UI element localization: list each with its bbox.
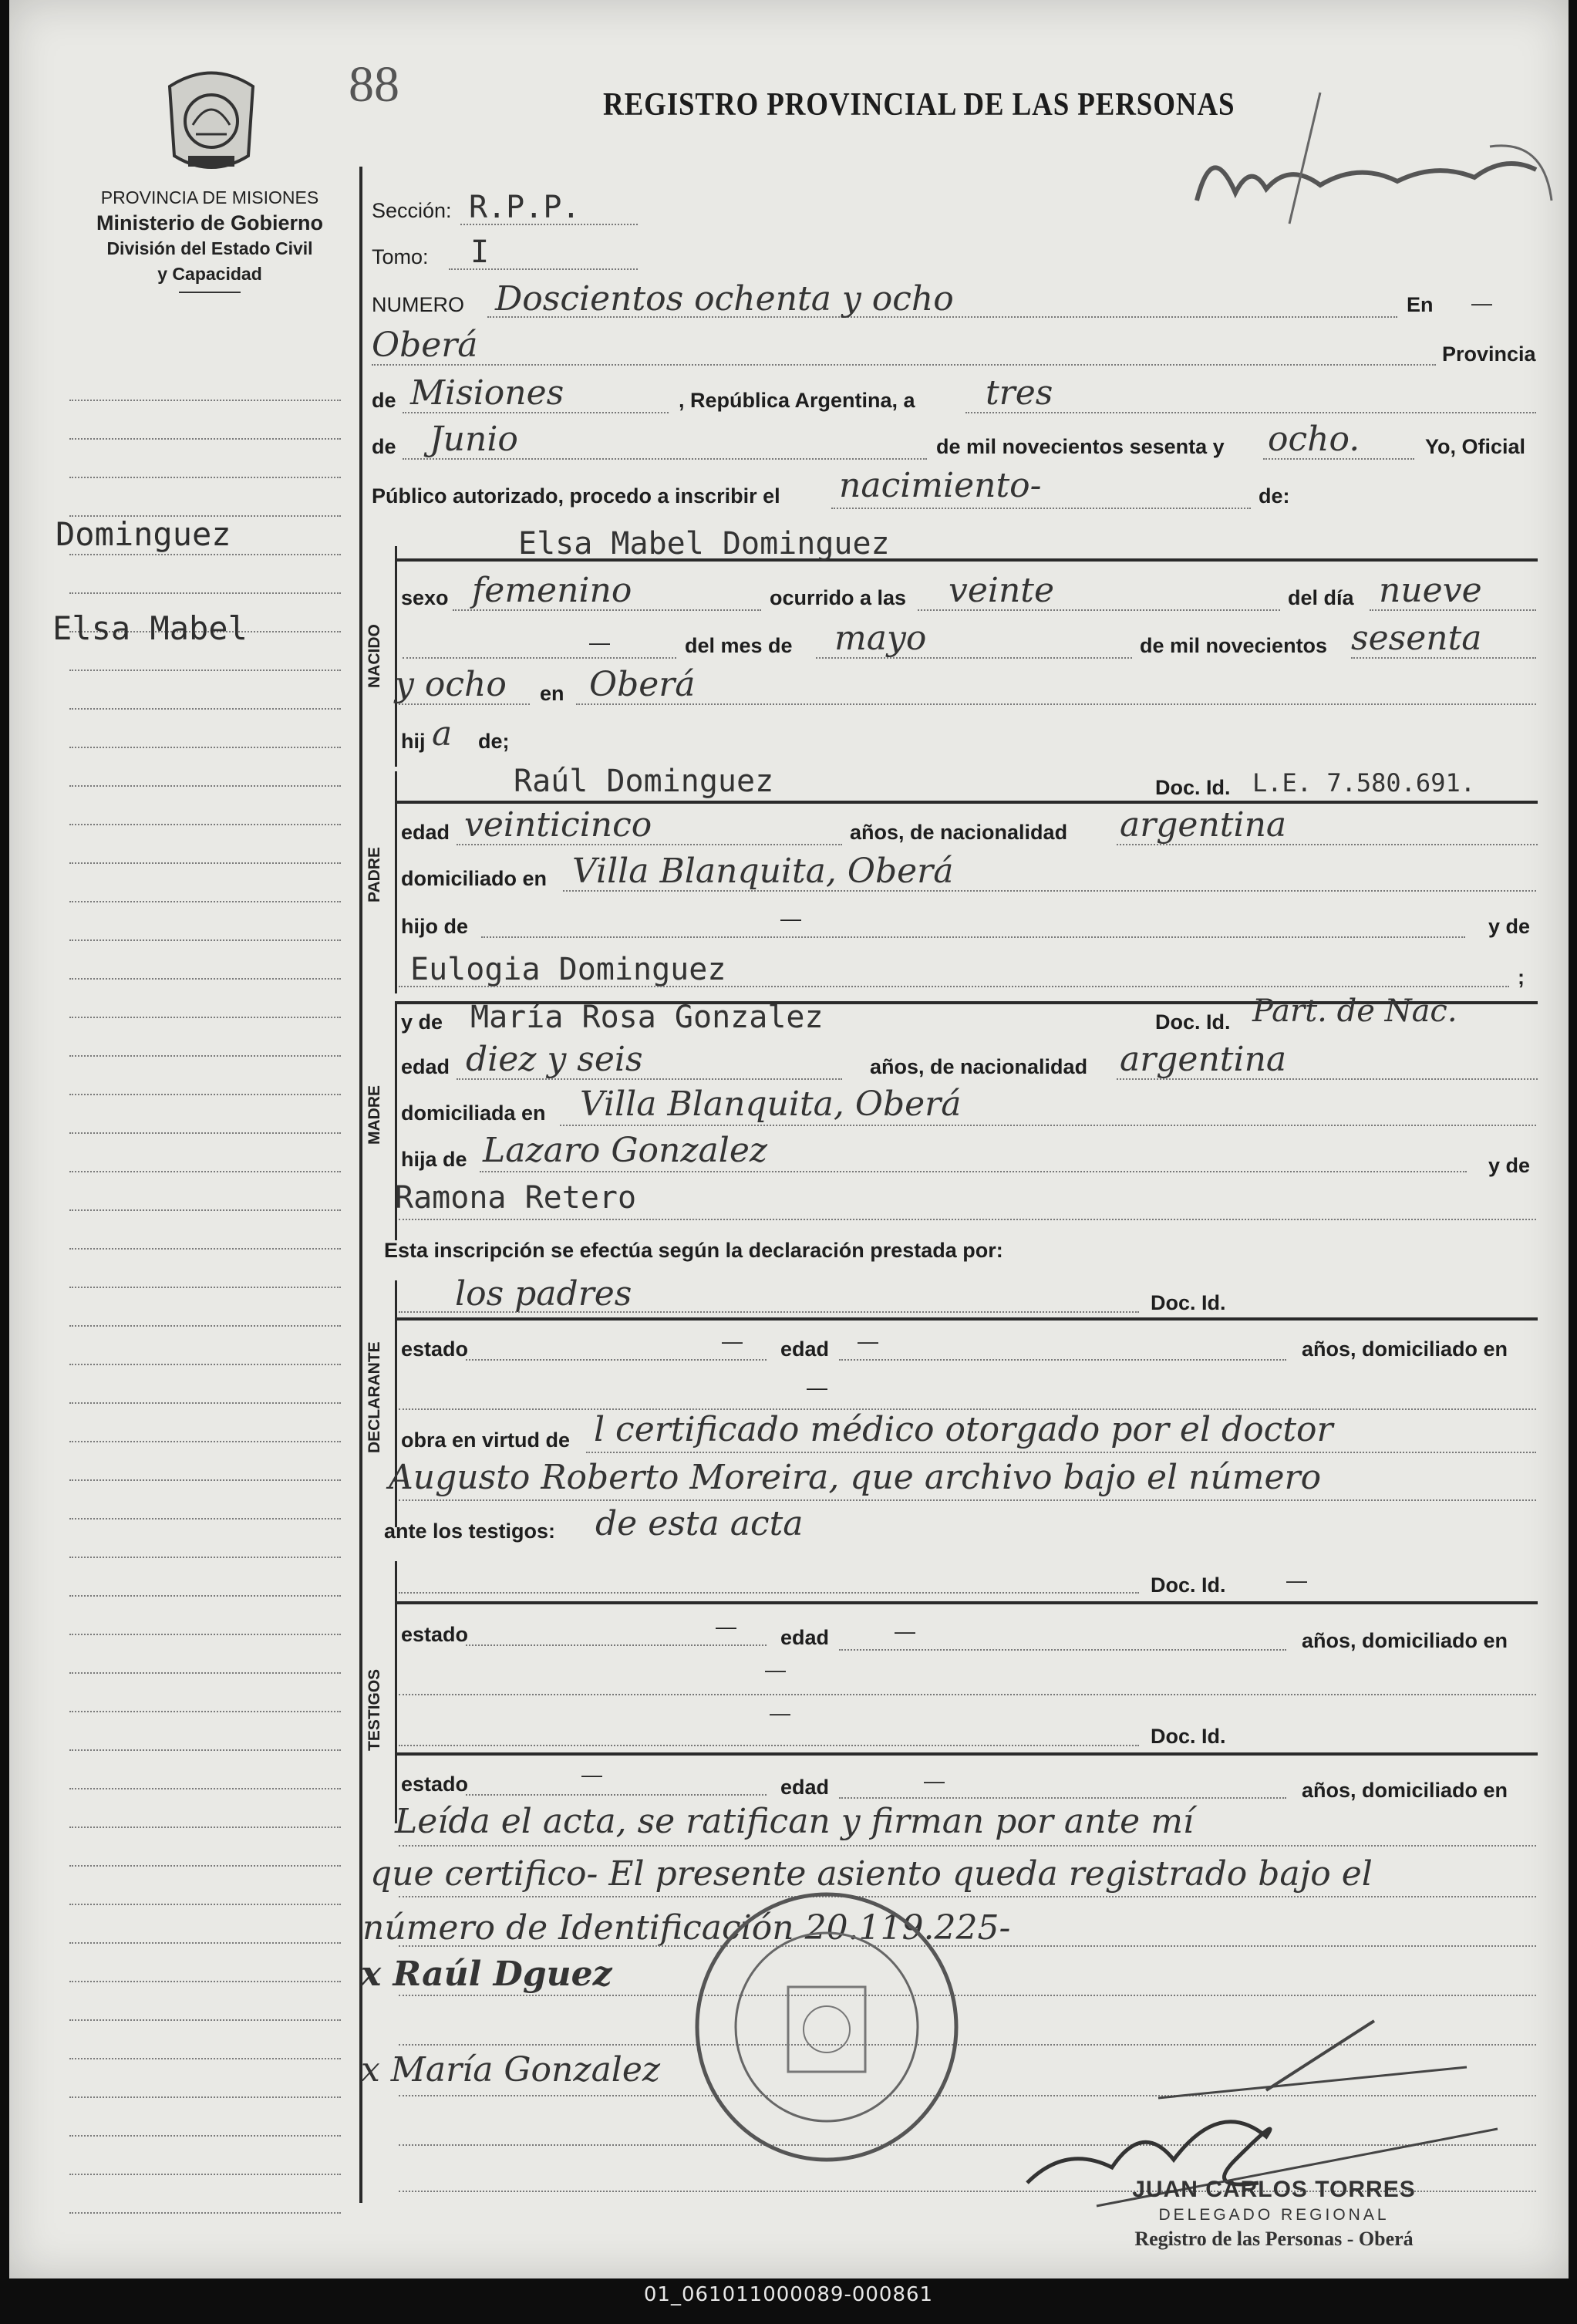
declarante-edad-line xyxy=(839,1359,1286,1361)
en-value: — xyxy=(1471,292,1492,315)
semicolon: ; xyxy=(1518,966,1525,989)
padre-bracket xyxy=(395,771,397,993)
declarante-line xyxy=(399,1311,1139,1313)
madre-docid-label: Doc. Id. xyxy=(1155,1010,1231,1034)
testigo1-estado-label: estado xyxy=(401,1623,469,1646)
file-id: 01_061011000089-000861 xyxy=(643,2283,934,2306)
obra-line-1 xyxy=(586,1452,1536,1453)
testigo2-docid-label: Doc. Id. xyxy=(1151,1725,1226,1748)
cierre-dots-1 xyxy=(399,1845,1536,1847)
padre-hijode-label: hijo de xyxy=(401,915,468,938)
testigo2-edad-label: edad xyxy=(780,1776,830,1799)
anio-nac-value-2: y ocho xyxy=(395,665,507,704)
madre-hijade-line xyxy=(480,1171,1467,1172)
testigo2-dash: — xyxy=(770,1702,790,1725)
madre-dom-value: Villa Blanquita, Oberá xyxy=(580,1084,962,1124)
declarante-estado-line xyxy=(466,1359,767,1361)
madre-yde-label: y de xyxy=(401,1010,443,1034)
madre-edad-value: diez y seis xyxy=(466,1040,643,1079)
cierre-line-2: que certifico- El presente asiento queda registrado bajo el xyxy=(370,1854,1373,1894)
deldia-label: del día xyxy=(1288,586,1354,609)
registry-stamp-icon xyxy=(688,1888,965,2166)
nacido-bracket xyxy=(395,546,397,767)
padre-domiciliado-label: domiciliado en xyxy=(401,867,548,890)
padre-yde-label: y de xyxy=(1488,915,1531,938)
abuela-paterna: Eulogia Dominguez xyxy=(410,952,726,987)
madre-hijade-label: hija de xyxy=(401,1148,467,1171)
obra-value-1: l certificado médico otorgado por el doctor xyxy=(594,1410,1333,1449)
side-label-padre: PADRE xyxy=(366,847,383,902)
declarante-dom-dash: — xyxy=(807,1376,827,1399)
testigo2-edad-dash: — xyxy=(924,1769,945,1793)
seccion-label: Sección: xyxy=(372,199,452,222)
lugar-nac-value: Oberá xyxy=(589,665,696,704)
testigo2-anios-label: años, domiciliado en xyxy=(1302,1779,1508,1802)
provincia-label: Provincia xyxy=(1442,342,1536,366)
declarante-edad-dash: — xyxy=(858,1330,878,1353)
madre-domiciliada-label: domiciliada en xyxy=(401,1101,546,1125)
declarante-value: los padres xyxy=(455,1274,632,1314)
margin-divider xyxy=(359,167,362,2203)
hija-label-2: de; xyxy=(478,730,510,753)
margin-note-surname: Dominguez xyxy=(56,515,231,553)
madre-edad-label: edad xyxy=(401,1055,450,1078)
abuela-mat-line xyxy=(399,1219,1536,1220)
cierre-dots-4 xyxy=(399,1995,1536,1996)
testigo1-edad-line xyxy=(839,1649,1286,1651)
testigo1-edad-dash: — xyxy=(895,1620,915,1643)
registrar-name: JUAN CARLOS TORRES xyxy=(1132,2177,1416,2202)
acto-line xyxy=(831,508,1251,509)
cierre-line-3: número de Identificación 20.119.225- xyxy=(362,1908,1011,1948)
publico-label: Público autorizado, procedo a inscribir el xyxy=(372,484,780,508)
lugar-nac-line xyxy=(576,703,1536,705)
firma-padre: x Raúl Dguez xyxy=(361,1955,612,1994)
cierre-line-1: Leída el acta, se ratifican y firman por ante mí xyxy=(395,1802,1194,1841)
testigo2-bar xyxy=(395,1752,1538,1756)
declarante-estado-dash: — xyxy=(722,1330,743,1353)
ministry-rule xyxy=(179,292,241,293)
de-label: de xyxy=(372,389,396,412)
padre-docid-label: Doc. Id. xyxy=(1155,776,1231,799)
anio-nac-value: sesenta xyxy=(1351,619,1482,658)
madre-doc-value: Part. de Nac. xyxy=(1252,993,1457,1029)
oficial-label: Yo, Oficial xyxy=(1425,435,1526,458)
page-number: 88 xyxy=(349,56,399,113)
hija-value: a xyxy=(432,714,453,754)
registrar-footer xyxy=(1081,2177,1467,2251)
testigo2-estado-label: estado xyxy=(401,1773,469,1796)
ministry-line-2: Ministerio de Gobierno xyxy=(96,211,324,234)
anio-nac-line-2 xyxy=(399,703,530,705)
dia-nac-value: nueve xyxy=(1379,571,1482,610)
testigo1-estado-dash: — xyxy=(716,1615,736,1638)
declarante-docid-label: Doc. Id. xyxy=(1151,1291,1226,1314)
abuelo-materno: Lazaro Gonzalez xyxy=(483,1131,768,1170)
cierre-dots-2 xyxy=(399,1896,1536,1897)
testigo1-doc-dash: — xyxy=(1286,1569,1307,1592)
padre-bar xyxy=(395,801,1538,804)
madre-dom-line xyxy=(560,1125,1536,1126)
provincia-value: Misiones xyxy=(410,373,564,413)
abuela-materna: Ramona Retero xyxy=(395,1180,637,1216)
hora-value: veinte xyxy=(949,571,1055,610)
ante-label: ante los testigos: xyxy=(384,1520,556,1543)
declarante-edad-label: edad xyxy=(780,1337,830,1361)
de-label-2: de xyxy=(372,435,396,458)
hija-label: hij xyxy=(401,730,426,753)
padre-nombre: Raúl Dominguez xyxy=(514,764,774,799)
padre-nac-value: argentina xyxy=(1120,805,1287,845)
padre-hijode-line xyxy=(481,936,1465,938)
ante-value: de esta acta xyxy=(595,1504,804,1543)
testigo2-estado-line xyxy=(466,1794,767,1796)
delmes-label: del mes de xyxy=(685,634,793,657)
ministry-line-1: PROVINCIA DE MISIONES xyxy=(100,187,319,207)
padre-edad-value: veinticinco xyxy=(464,805,652,845)
numero-value: Doscientos ochenta y ocho xyxy=(495,279,954,319)
madre-nombre: María Rosa Gonzalez xyxy=(470,1000,824,1035)
mes-value: Junio xyxy=(430,420,518,459)
ministry-line-3: División del Estado Civil xyxy=(106,238,313,258)
padre-doc-value: L.E. 7.580.691. xyxy=(1252,768,1475,798)
tomo-label: Tomo: xyxy=(372,245,429,268)
seccion-value: R.P.P. xyxy=(469,190,581,225)
side-label-declarante: DECLARANTE xyxy=(366,1341,383,1453)
nombre-value: Elsa Mabel Dominguez xyxy=(518,526,890,562)
dia-value: tres xyxy=(986,373,1053,413)
declarante-estado-label: estado xyxy=(401,1337,469,1361)
anio-label: de mil novecientos sesenta y xyxy=(936,435,1225,458)
de-colon-label: de: xyxy=(1259,484,1290,508)
tomo-value: I xyxy=(470,234,490,270)
en-label: En xyxy=(1407,293,1434,316)
testigo1-docid-label: Doc. Id. xyxy=(1151,1574,1226,1597)
document-sheet xyxy=(9,0,1569,2278)
testigo2-edad-line xyxy=(839,1797,1286,1799)
madre-yde-label-2: y de xyxy=(1488,1154,1531,1177)
margin-note-given-names: Elsa Mabel xyxy=(52,609,248,647)
padre-nacionalidad-label: años, de nacionalidad xyxy=(850,821,1068,844)
ministry-line-4: y Capacidad xyxy=(157,264,262,284)
declarante-bar xyxy=(395,1317,1538,1321)
en-label-2: en xyxy=(540,682,564,705)
obra-line-2 xyxy=(399,1499,1536,1501)
top-signature-icon xyxy=(1181,46,1567,247)
republica-label: , República Argentina, a xyxy=(679,389,915,412)
testigo1-anios-label: años, domiciliado en xyxy=(1302,1629,1508,1652)
testigo2-estado-dash: — xyxy=(581,1763,602,1786)
cierre-dots-3 xyxy=(399,1945,1536,1947)
lugar-value: Oberá xyxy=(372,325,478,365)
testigos-bracket xyxy=(395,1561,397,1823)
side-label-testigos: TESTIGOS xyxy=(366,1668,383,1751)
registrar-role: DELEGADO REGIONAL xyxy=(1158,2206,1390,2224)
ocurrido-label: ocurrido a las xyxy=(770,586,907,609)
padre-dom-value: Villa Blanquita, Oberá xyxy=(572,852,954,891)
acto-value: nacimiento- xyxy=(839,466,1042,505)
madre-nac-value: argentina xyxy=(1120,1040,1287,1079)
testigo1-bar xyxy=(395,1601,1538,1604)
side-label-nacido: NACIDO xyxy=(366,624,383,688)
obra-value-2: Augusto Roberto Moreira, que archivo bajo el número xyxy=(389,1458,1322,1497)
anio-nac-label: de mil novecientos xyxy=(1140,634,1328,657)
lugar-line xyxy=(372,364,1436,366)
declarante-anios-label: años, domiciliado en xyxy=(1302,1337,1508,1361)
testigo1-edad-label: edad xyxy=(780,1626,830,1649)
testigo2-line xyxy=(399,1745,1139,1746)
testigo1-line xyxy=(399,1592,1139,1594)
mes-nac-value: mayo xyxy=(834,619,927,658)
provincial-seal-icon xyxy=(162,63,261,179)
firma-madre: x María Gonzalez xyxy=(361,2050,661,2090)
testigo1-dom-dash: — xyxy=(765,1658,786,1681)
abuelo-pat-line xyxy=(399,986,1509,987)
madre-nacionalidad-label: años, de nacionalidad xyxy=(870,1055,1088,1078)
document-title: REGISTRO PROVINCIAL DE LAS PERSONAS xyxy=(603,87,1235,123)
anio-value: ocho. xyxy=(1268,420,1360,459)
registrar-office: Registro de las Personas - Oberá xyxy=(1134,2228,1414,2250)
ministry-header xyxy=(56,185,364,293)
declaracion-label: Esta inscripción se efectúa según la declaración prestada por: xyxy=(384,1239,1003,1262)
padre-hijode-dash: — xyxy=(780,907,801,930)
numero-label: NUMERO xyxy=(372,293,464,316)
sexo-label: sexo xyxy=(401,586,449,609)
padre-edad-label: edad xyxy=(401,821,450,844)
blank-line-1 xyxy=(403,657,676,659)
testigo1-estado-line xyxy=(466,1644,767,1646)
sexo-value: femenino xyxy=(472,571,632,610)
testigo1-dom-line xyxy=(399,1694,1536,1695)
dash-1: — xyxy=(589,631,610,654)
side-label-madre: MADRE xyxy=(366,1085,383,1145)
obra-label: obra en virtud de xyxy=(401,1428,571,1452)
